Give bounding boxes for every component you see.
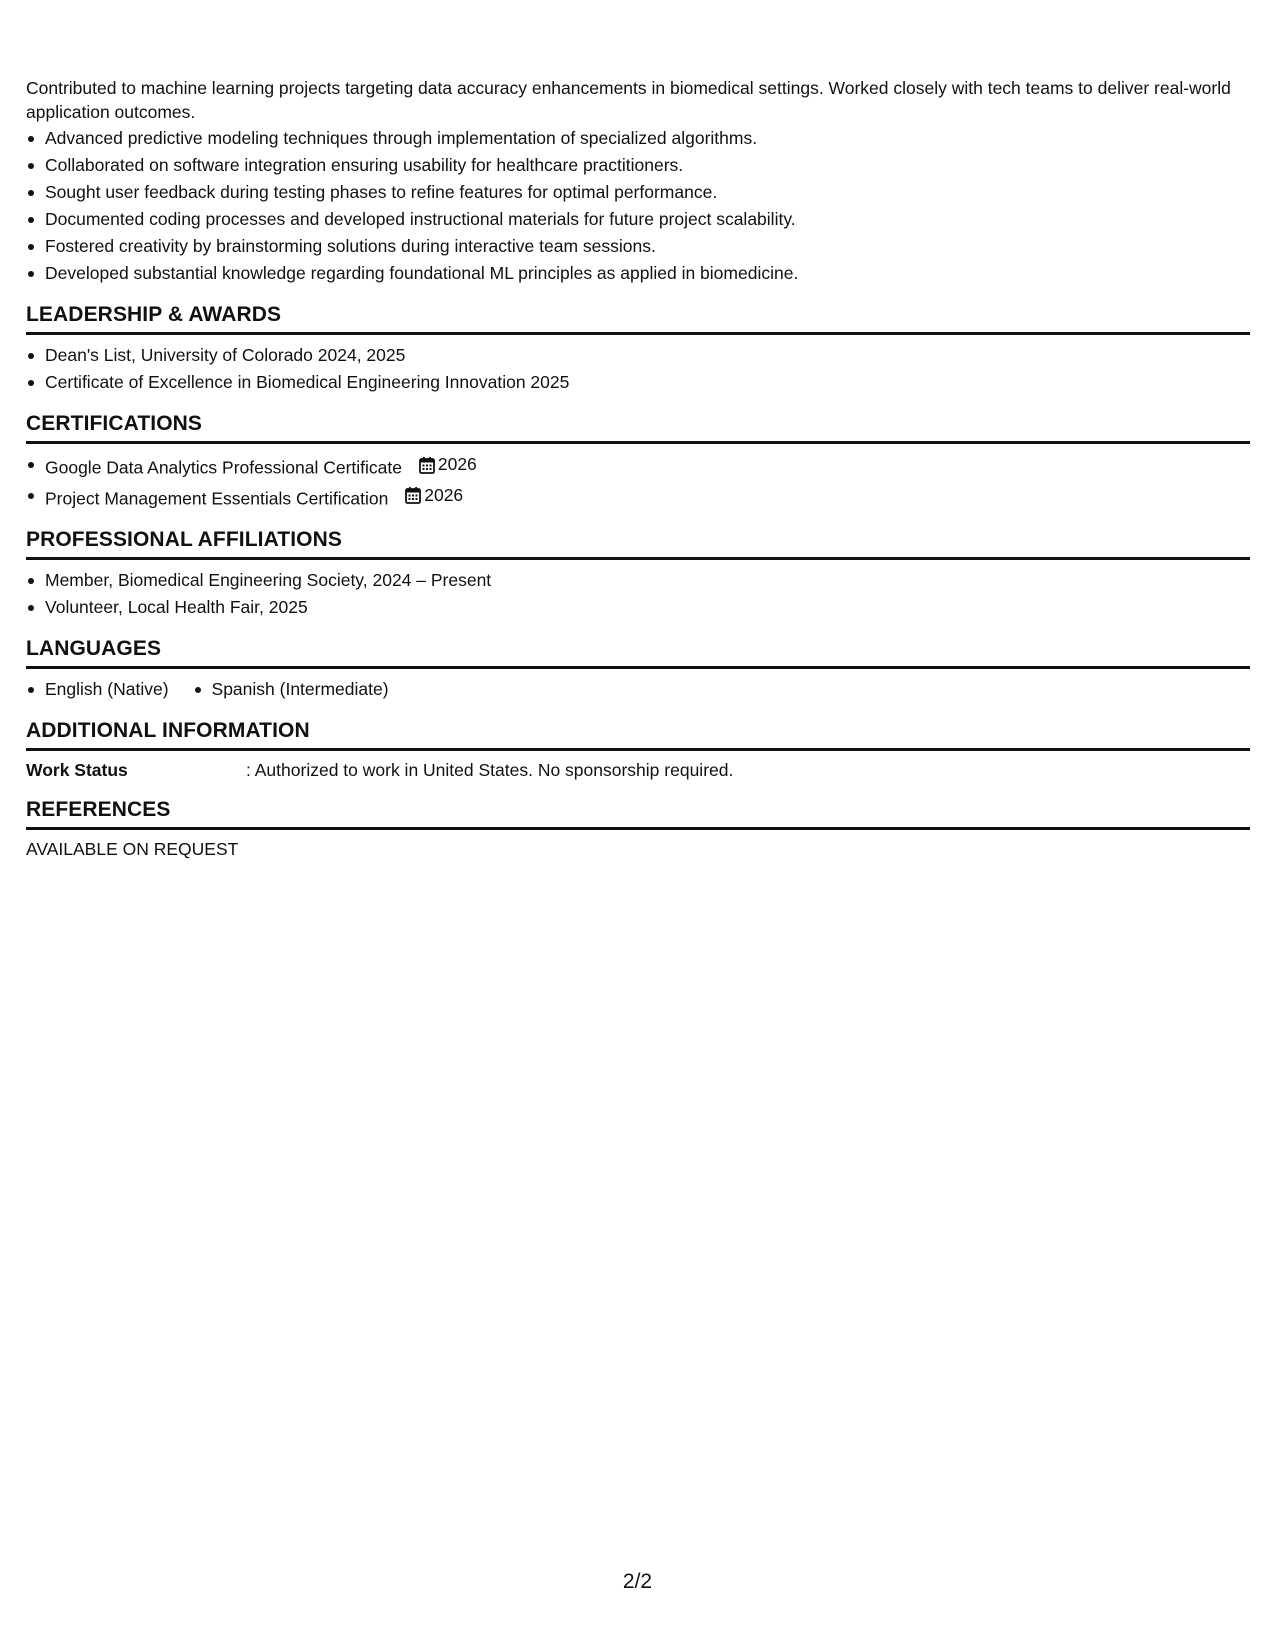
section-title-affiliations: PROFESSIONAL AFFILIATIONS: [26, 527, 1250, 560]
section-title-leadership: LEADERSHIP & AWARDS: [26, 302, 1250, 335]
experience-summary: Contributed to machine learning projects targeting data accuracy enhancements in biomedical settings. Worked closely with tech teams to deliver real-world application outcomes.: [26, 78, 1231, 122]
section-title-certifications: CERTIFICATIONS: [26, 411, 1250, 444]
certification-year: 2026: [424, 484, 464, 505]
certification-name: Project Management Essentials Certification: [45, 488, 389, 508]
references-section: [26, 797, 1250, 861]
experience-bullet: Collaborated on software integration ensuring usability for healthcare practitioners.: [26, 152, 1250, 179]
section-title-references: REFERENCES: [26, 797, 1250, 830]
certifications-list: [26, 451, 1250, 512]
leadership-section: [26, 302, 1250, 396]
certification-date: [405, 482, 463, 509]
work-status-row: [26, 758, 1250, 782]
additional-info-section: [26, 718, 1250, 782]
certification-name: Google Data Analytics Professional Certificate: [45, 457, 402, 478]
page-number: 2/2: [622, 1570, 653, 1593]
resume-page-2: [26, 76, 1250, 861]
experience-bullet: Fostered creativity by brainstorming solutions during interactive team sessions.: [26, 233, 1250, 260]
experience-bullet: Advanced predictive modeling techniques through implementation of specialized algorithms.: [26, 125, 1250, 152]
calendar-icon: [405, 486, 421, 504]
experience-bullet: Developed substantial knowledge regarding foundational ML principles as applied in biomedicine.: [26, 260, 1250, 287]
experience-bullets: [26, 125, 1250, 287]
experience-bullet: Documented coding processes and developed instructional materials for future project scalability.: [26, 206, 1250, 233]
section-title-languages: LANGUAGES: [26, 636, 1250, 669]
references-text: AVAILABLE ON REQUEST: [26, 839, 239, 859]
leadership-item: Dean's List, University of Colorado 2024, 2025: [26, 342, 1250, 369]
affiliations-list: [26, 567, 1250, 621]
experience-bullet: Sought user feedback during testing phases to refine features for optimal performance.: [26, 179, 1250, 206]
certification-item: [26, 482, 1250, 513]
section-title-additional: ADDITIONAL INFORMATION: [26, 718, 1250, 751]
language-item: English (Native): [26, 676, 169, 703]
calendar-icon: [419, 456, 435, 474]
experience-continuation: [26, 76, 1250, 287]
language-item: Spanish (Intermediate): [193, 676, 389, 703]
affiliations-section: [26, 527, 1250, 621]
leadership-list: [26, 342, 1250, 396]
certification-year: 2026: [437, 454, 477, 474]
work-status-label: Work Status: [26, 760, 128, 780]
affiliation-item: Member, Biomedical Engineering Society, 2024 – Present: [26, 567, 1250, 594]
certification-date: [419, 451, 477, 478]
languages-list: [26, 676, 1250, 703]
affiliation-item: Volunteer, Local Health Fair, 2025: [26, 594, 1250, 621]
leadership-item: Certificate of Excellence in Biomedical Engineering Innovation 2025: [26, 369, 1250, 396]
languages-section: [26, 636, 1250, 703]
work-status-value: : Authorized to work in United States. No sponsorship required.: [246, 760, 734, 780]
certifications-section: [26, 411, 1250, 512]
certification-item: [26, 451, 1250, 482]
